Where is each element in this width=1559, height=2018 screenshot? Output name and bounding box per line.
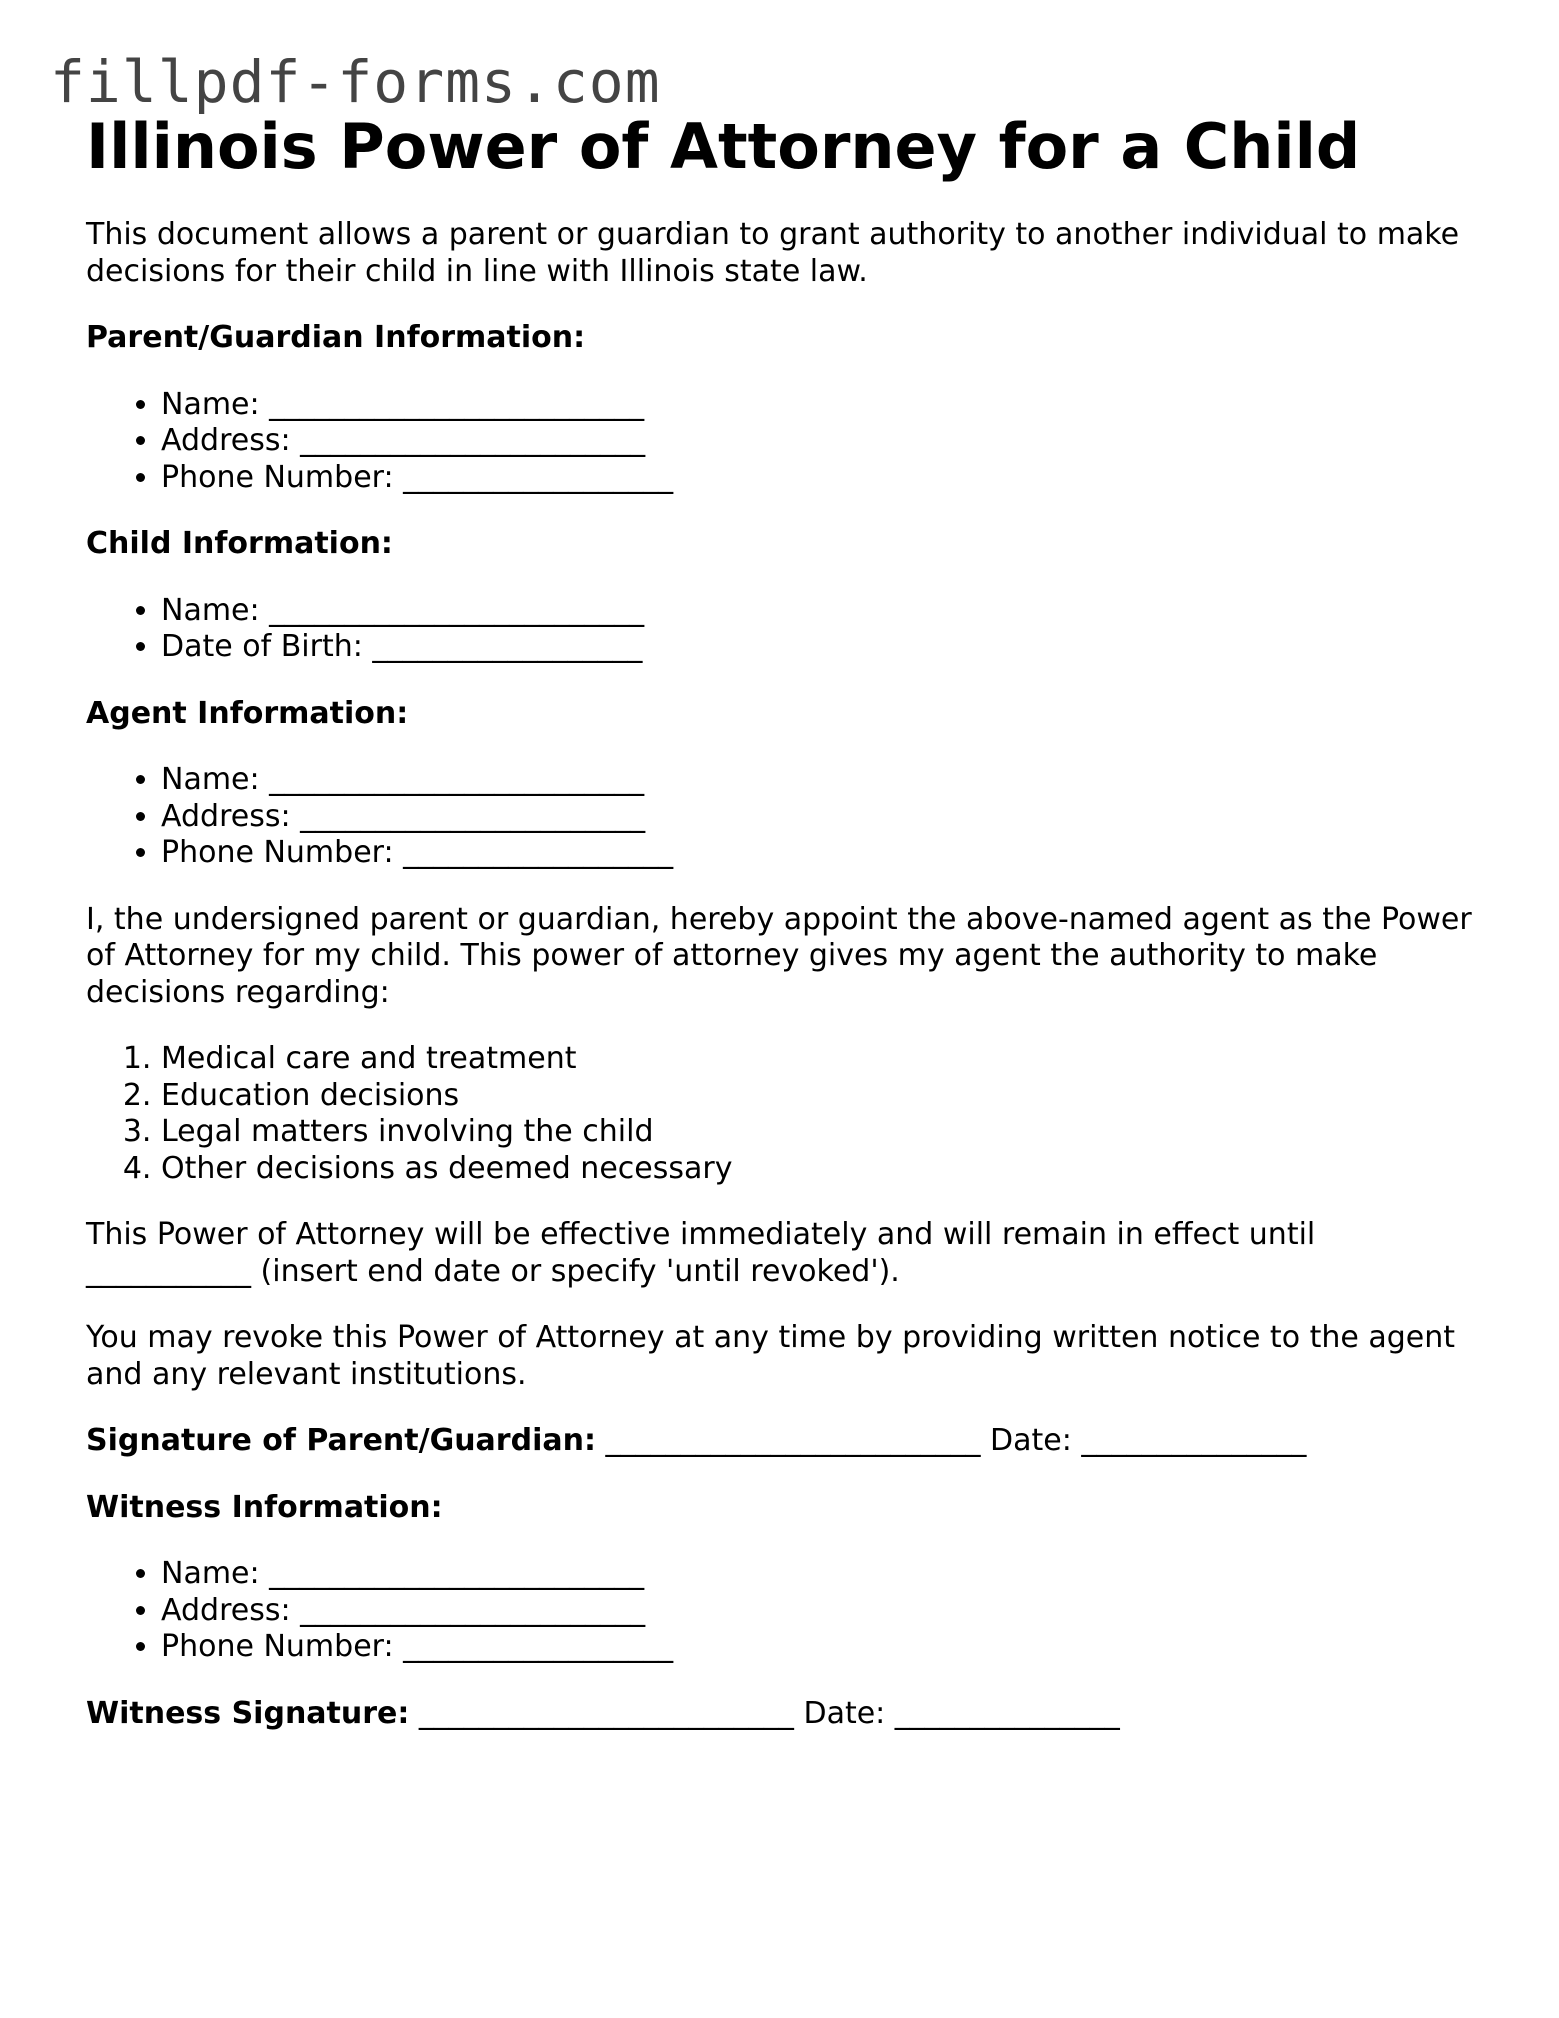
witness-signature-label: Witness Signature: [86,1695,410,1731]
decision-item: 2. Education decisions [161,1078,1486,1115]
witness-fields [86,1556,1486,1666]
witness-signature-line [86,1696,1486,1733]
witness-address-field: • Address: _______________________ [161,1593,1486,1630]
witness-signature-blanks: _________________________ Date: _______________ [409,1695,1120,1731]
parent-signature-label: Signature of Parent/Guardian: [86,1423,596,1458]
child-dob-field: • Date of Birth: __________________ [161,629,1486,666]
agent-heading: Agent Information: [86,695,409,731]
agent-phone-field: • Phone Number: __________________ [161,835,1486,872]
decision-item: 4. Other decisions as deemed necessary [161,1151,1486,1188]
parent-signature-blanks: _________________________ Date: _______________ [595,1423,1307,1458]
agent-name-field: • Name: _________________________ [161,762,1486,799]
watermark-text: fillpdf-forms.com [50,48,661,116]
child-name-field: • Name: _________________________ [161,593,1486,630]
parent-address-field: • Address: _______________________ [161,423,1486,460]
agent-address-field: • Address: _______________________ [161,799,1486,836]
witness-phone-field: • Phone Number: __________________ [161,1629,1486,1666]
agent-fields [86,762,1486,872]
effective-paragraph: This Power of Attorney will be effective immediately and will remain in effect until ___________ (insert end date or specify 'until revoked'). [86,1217,1316,1289]
witness-heading: Witness Information: [86,1489,443,1525]
child-heading: Child Information: [86,526,393,561]
decision-item: 3. Legal matters involving the child [161,1114,1486,1151]
parent-name-field: • Name: _________________________ [161,387,1486,424]
child-fields [86,593,1486,666]
revoke-paragraph: You may revoke this Power of Attorney at any time by providing written notice to the agent and any relevant institutions. [86,1320,1456,1392]
parent-guardian-heading: Parent/Guardian Information: [86,320,586,355]
parent-phone-field: • Phone Number: __________________ [161,460,1486,497]
appointment-paragraph: I, the undersigned parent or guardian, hereby appoint the above-named agent as the Power of Attorney for my child. This power of attorney gives my agent the authority to make decisions regarding: [86,901,1472,1010]
decision-item: 1. Medical care and treatment [161,1041,1486,1078]
witness-name-field: • Name: _________________________ [161,1556,1486,1593]
page-title: Illinois Power of Attorney for a Child [86,110,1361,183]
decisions-list [86,1041,1486,1187]
document-page [86,107,1486,1732]
parent-guardian-fields [86,387,1486,497]
intro-paragraph: This document allows a parent or guardian to grant authority to another individual to make decisions for their child in line with Illinois state law. [86,217,1460,289]
parent-signature-line [86,1423,1486,1460]
